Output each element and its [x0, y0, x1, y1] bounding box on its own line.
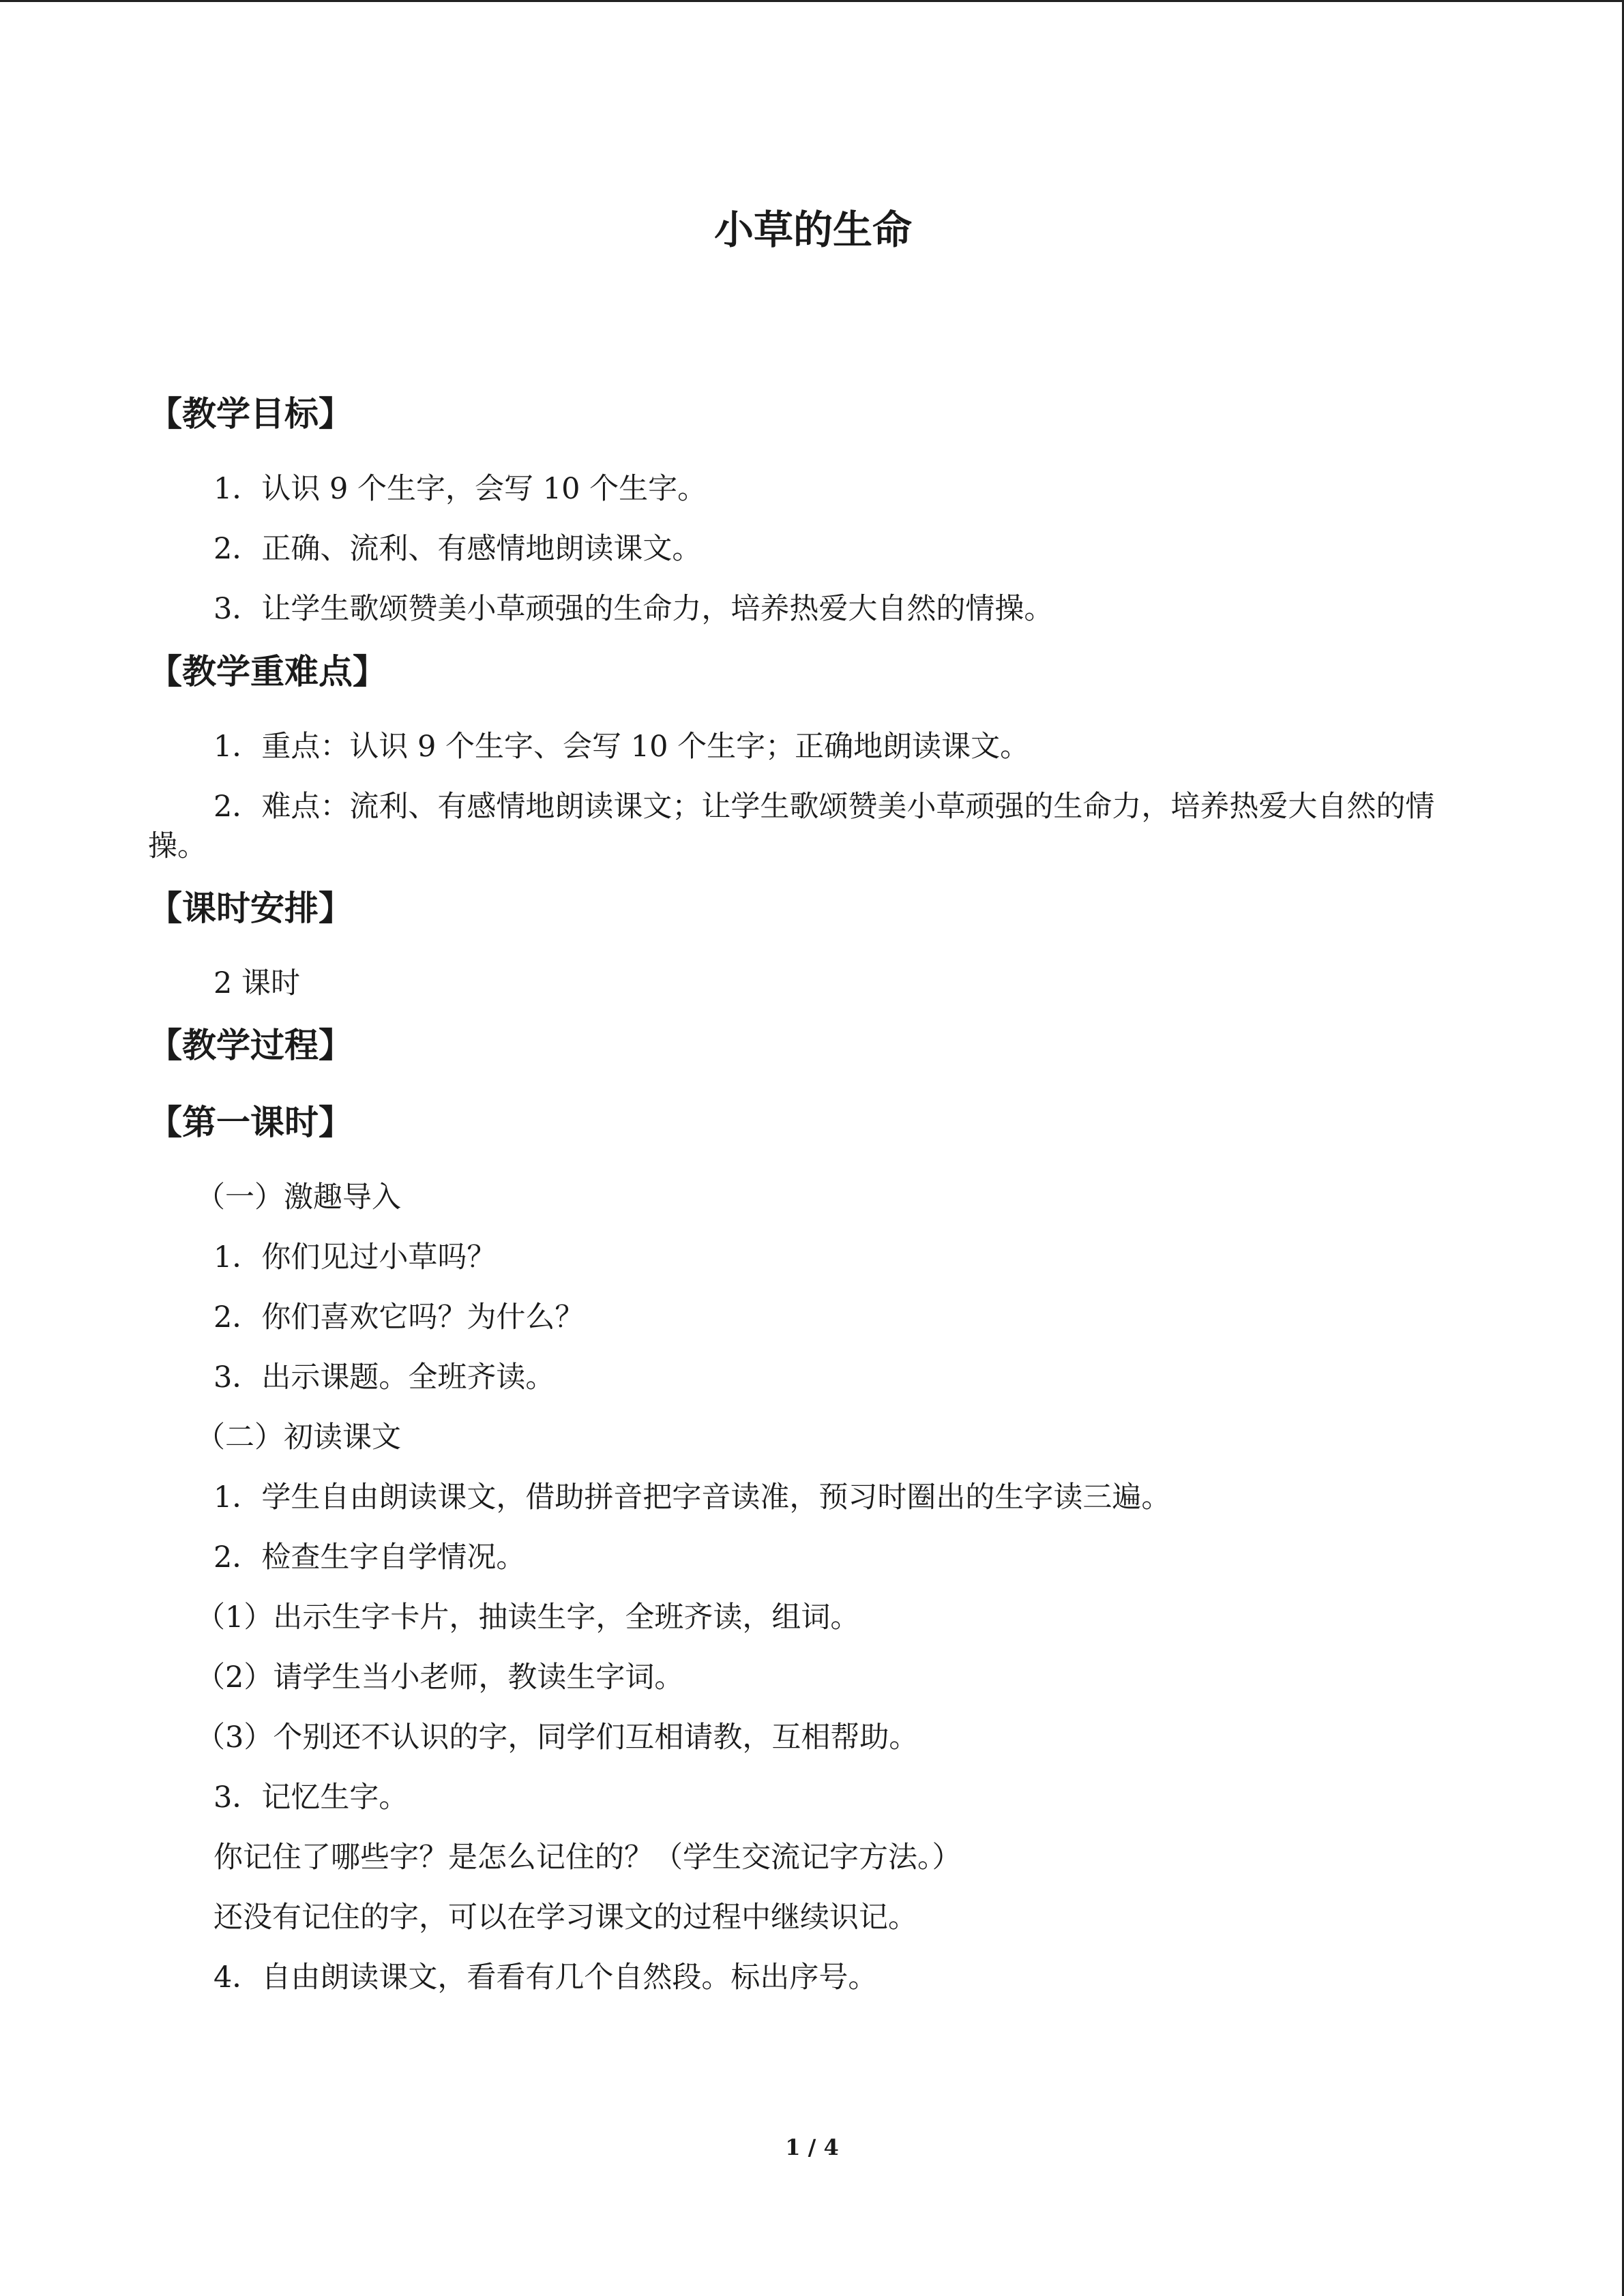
lesson-line: 你记住了哪些字？是怎么记住的？（学生交流记字方法。） [213, 1840, 962, 1875]
lesson-line: 2．你们喜欢它吗？为什么？ [213, 1300, 585, 1335]
lesson-line: 还没有记住的字，可以在学习课文的过程中继续识记。 [213, 1900, 917, 1935]
lesson-line: 1．学生自由朗读课文，借助拼音把字音读准，预习时圈出的生字读三遍。 [213, 1480, 1171, 1515]
lesson-line: 3．出示课题。全班齐读。 [213, 1360, 555, 1395]
page-top-border [0, 0, 1624, 2]
goal-item-1: 1．认识 9 个生字，会写 10 个生字。 [213, 472, 707, 507]
key-point-item-2: 2．难点：流利、有感情地朗读课文；让学生歌颂赞美小草顽强的生命力，培养热爱大自然的情操。 [148, 789, 1435, 863]
heading-schedule: 【课时安排】 [148, 888, 353, 928]
goal-item-3: 3．让学生歌颂赞美小草顽强的生命力，培养热爱大自然的情操。 [213, 592, 1054, 627]
lesson-line: 1．你们见过小草吗？ [213, 1240, 497, 1274]
goal-item-2: 2．正确、流利、有感情地朗读课文。 [213, 532, 702, 567]
lesson-line: （2）请学生当小老师，教读生字词。 [196, 1660, 684, 1695]
lesson-line: 3．记忆生字。 [213, 1780, 409, 1815]
schedule-text: 2 课时 [213, 966, 301, 1000]
document-title: 小草的生命 [713, 207, 912, 253]
lesson-line: （一）激趣导入 [196, 1180, 401, 1214]
lesson-line: （二）初读课文 [196, 1420, 401, 1455]
heading-teaching-goals: 【教学目标】 [148, 394, 353, 434]
heading-teaching-process: 【教学过程】 [148, 1025, 353, 1065]
heading-lesson-1: 【第一课时】 [148, 1102, 353, 1142]
lesson-line: 2．检查生字自学情况。 [213, 1540, 526, 1575]
lesson-1-lines [148, 1178, 1478, 1998]
lesson-line: （1）出示生字卡片，抽读生字，全班齐读，组词。 [196, 1600, 860, 1635]
page-number: 1 / 4 [785, 2134, 839, 2160]
lesson-line: （3）个别还不认识的字，同学们互相请教，互相帮助。 [196, 1720, 919, 1755]
document-page [148, 205, 1478, 1997]
lesson-line: 4．自由朗读课文，看看有几个自然段。标出序号。 [213, 1960, 878, 1995]
heading-key-points: 【教学重难点】 [148, 651, 387, 691]
key-point-item-1: 1．重点：认识 9 个生字、会写 10 个生字；正确地朗读课文。 [213, 729, 1030, 764]
